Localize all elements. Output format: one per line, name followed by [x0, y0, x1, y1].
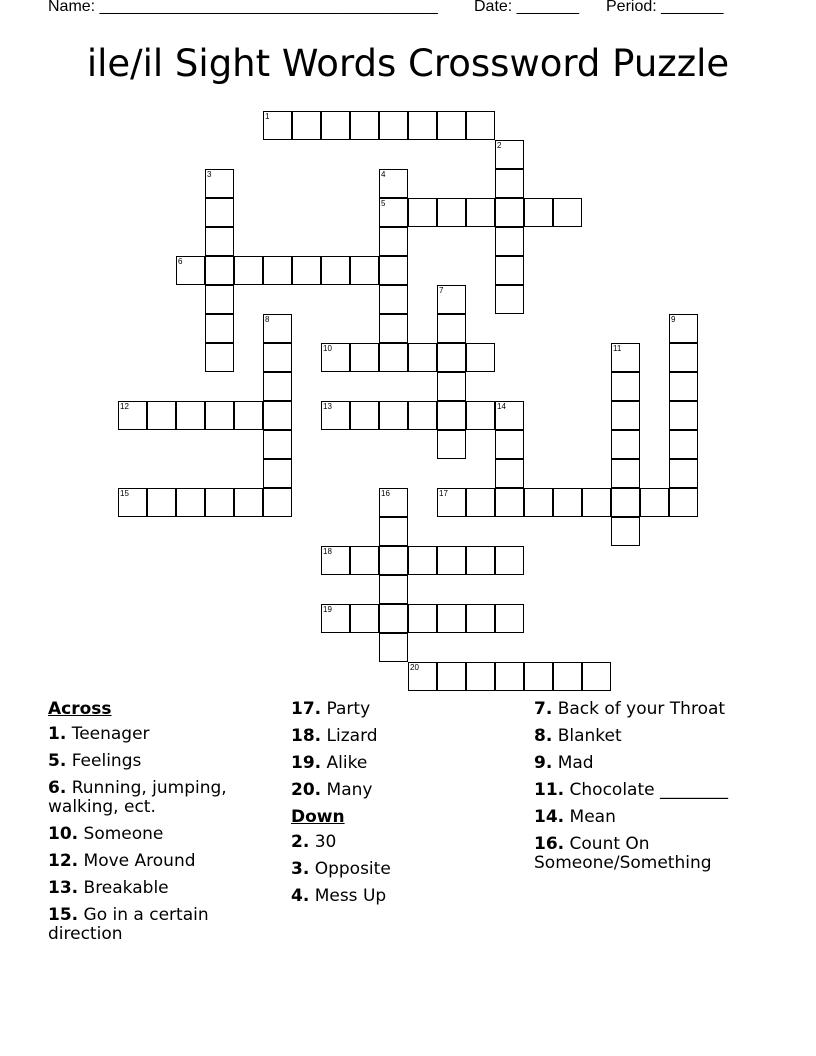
grid-cell[interactable]: [669, 430, 698, 459]
clue-number: 14.: [534, 807, 565, 827]
grid-cell[interactable]: [466, 662, 495, 691]
grid-cell[interactable]: [611, 517, 640, 546]
grid-cell[interactable]: [611, 372, 640, 401]
grid-cell[interactable]: [611, 401, 640, 430]
clue-number: 6.: [48, 778, 67, 798]
grid-cell[interactable]: [408, 662, 437, 691]
clue-number: 5.: [48, 751, 67, 771]
cell-number: 18: [323, 547, 332, 556]
clue-text: Many: [326, 780, 373, 800]
clue-across-10: [48, 825, 278, 844]
grid-cell[interactable]: [205, 314, 234, 343]
grid-cell[interactable]: [234, 488, 263, 517]
grid-cell[interactable]: [263, 459, 292, 488]
clue-number: 8.: [534, 726, 553, 746]
grid-cell[interactable]: [379, 256, 408, 285]
clue-number: 3.: [291, 859, 310, 879]
grid-cell[interactable]: [350, 343, 379, 372]
clue-number: 12.: [48, 851, 79, 871]
grid-cell[interactable]: [437, 198, 466, 227]
grid-cell[interactable]: [437, 401, 466, 430]
date-field: Date: _______: [474, 0, 579, 15]
cell-number: 14: [497, 402, 506, 411]
grid-cell[interactable]: [611, 343, 640, 372]
clue-text: Party: [326, 699, 371, 719]
grid-cell[interactable]: [437, 372, 466, 401]
grid-cell[interactable]: [524, 198, 553, 227]
grid-cell[interactable]: [205, 401, 234, 430]
cell-number: 8: [265, 315, 270, 324]
clue-number: 20.: [291, 780, 322, 800]
grid-cell[interactable]: [408, 343, 437, 372]
grid-cell[interactable]: [118, 401, 147, 430]
name-field: Name: ______________________________________: [48, 0, 438, 15]
down-heading: Down: [291, 807, 345, 827]
clue-text: Breakable: [83, 878, 169, 898]
clue-across-5: [48, 752, 278, 771]
grid-cell[interactable]: [495, 140, 524, 169]
grid-cell[interactable]: [524, 488, 553, 517]
clue-across-20: [291, 781, 521, 800]
clue-text: Back of your Throat: [557, 699, 726, 719]
grid-cell[interactable]: [669, 343, 698, 372]
clue-number: 10.: [48, 824, 79, 844]
grid-cell[interactable]: [466, 343, 495, 372]
clue-across-18: [291, 727, 521, 746]
clue-across-6: [48, 779, 278, 817]
grid-cell[interactable]: [524, 662, 553, 691]
grid-cell[interactable]: [292, 111, 321, 140]
grid-cell[interactable]: [408, 546, 437, 575]
grid-cell[interactable]: [669, 314, 698, 343]
cell-number: 6: [178, 257, 183, 266]
grid-cell[interactable]: [437, 343, 466, 372]
grid-cell[interactable]: [379, 575, 408, 604]
grid-cell[interactable]: [611, 430, 640, 459]
cell-number: 2: [497, 141, 502, 150]
clue-across-1: [48, 725, 278, 744]
grid-cell[interactable]: [466, 198, 495, 227]
grid-cell[interactable]: [495, 169, 524, 198]
clue-text: Someone: [83, 824, 164, 844]
grid-cell[interactable]: [611, 459, 640, 488]
across-heading: Across: [48, 699, 112, 719]
grid-cell[interactable]: [437, 430, 466, 459]
clue-text: Chocolate ________: [569, 780, 728, 800]
clue-number: 4.: [291, 886, 310, 906]
cell-number: 5: [381, 199, 386, 208]
clue-across-12: [48, 852, 278, 871]
clue-down-11: [534, 781, 774, 800]
clue-down-8: [534, 727, 774, 746]
grid-cell[interactable]: [205, 227, 234, 256]
grid-cell[interactable]: [350, 111, 379, 140]
grid-cell[interactable]: [379, 604, 408, 633]
clue-number: 13.: [48, 878, 79, 898]
grid-cell[interactable]: [118, 488, 147, 517]
grid-cell[interactable]: [408, 111, 437, 140]
cell-number: 19: [323, 605, 332, 614]
cell-number: 7: [439, 286, 444, 295]
page-title: ile/il Sight Words Crossword Puzzle: [86, 42, 730, 85]
grid-cell[interactable]: [379, 314, 408, 343]
cell-number: 3: [207, 170, 212, 179]
grid-cell[interactable]: [408, 198, 437, 227]
grid-cell[interactable]: [234, 401, 263, 430]
clues-column-3: [534, 700, 774, 881]
grid-cell[interactable]: [466, 488, 495, 517]
grid-cell[interactable]: [495, 488, 524, 517]
grid-cell[interactable]: [669, 372, 698, 401]
cell-number: 12: [120, 402, 129, 411]
grid-cell[interactable]: [669, 488, 698, 517]
grid-cell[interactable]: [495, 401, 524, 430]
grid-cell[interactable]: [640, 488, 669, 517]
grid-cell[interactable]: [379, 517, 408, 546]
grid-cell[interactable]: [379, 285, 408, 314]
grid-cell[interactable]: [466, 111, 495, 140]
grid-cell[interactable]: [437, 546, 466, 575]
clue-down-2: [291, 833, 521, 852]
clues-column-1: [48, 700, 278, 952]
grid-cell[interactable]: [234, 256, 263, 285]
cell-number: 17: [439, 489, 448, 498]
grid-cell[interactable]: [466, 401, 495, 430]
clue-text: Move Around: [83, 851, 196, 871]
cell-number: 4: [381, 170, 386, 179]
grid-cell[interactable]: [669, 401, 698, 430]
grid-cell[interactable]: [350, 604, 379, 633]
clue-down-4: [291, 887, 521, 906]
grid-cell[interactable]: [553, 198, 582, 227]
grid-cell[interactable]: [176, 488, 205, 517]
grid-cell[interactable]: [495, 546, 524, 575]
grid-cell[interactable]: [263, 256, 292, 285]
grid-cell[interactable]: [263, 343, 292, 372]
grid-cell[interactable]: [437, 111, 466, 140]
grid-cell[interactable]: [408, 401, 437, 430]
clue-down-16: [534, 835, 774, 873]
grid-cell[interactable]: [205, 198, 234, 227]
clue-text: Lizard: [326, 726, 378, 746]
grid-cell[interactable]: [379, 227, 408, 256]
clue-number: 19.: [291, 753, 322, 773]
clue-text: Go in a certain direction: [48, 905, 209, 944]
grid-cell[interactable]: [495, 430, 524, 459]
grid-cell[interactable]: [205, 285, 234, 314]
clue-number: 18.: [291, 726, 322, 746]
grid-cell[interactable]: [379, 633, 408, 662]
grid-cell[interactable]: [379, 546, 408, 575]
grid-cell[interactable]: [379, 343, 408, 372]
grid-cell[interactable]: [147, 401, 176, 430]
grid-cell[interactable]: [466, 546, 495, 575]
grid-cell[interactable]: [205, 488, 234, 517]
grid-cell[interactable]: [582, 488, 611, 517]
grid-cell[interactable]: [292, 256, 321, 285]
grid-cell[interactable]: [495, 662, 524, 691]
grid-cell[interactable]: [263, 430, 292, 459]
grid-cell[interactable]: [495, 227, 524, 256]
cell-number: 13: [323, 402, 332, 411]
cell-number: 20: [410, 663, 419, 672]
grid-cell[interactable]: [263, 372, 292, 401]
clue-number: 2.: [291, 832, 310, 852]
clue-number: 7.: [534, 699, 553, 719]
grid-cell[interactable]: [495, 459, 524, 488]
grid-cell[interactable]: [495, 198, 524, 227]
cell-number: 9: [671, 315, 676, 324]
clue-down-9: [534, 754, 774, 773]
grid-cell[interactable]: [437, 488, 466, 517]
clue-text: Mad: [557, 753, 594, 773]
clue-text: Teenager: [71, 724, 150, 744]
grid-cell[interactable]: [437, 604, 466, 633]
cell-number: 11: [613, 344, 622, 353]
grid-cell[interactable]: [321, 546, 350, 575]
clue-number: 11.: [534, 780, 565, 800]
clue-down-7: [534, 700, 774, 719]
grid-cell[interactable]: [437, 662, 466, 691]
grid-cell[interactable]: [553, 662, 582, 691]
grid-cell[interactable]: [379, 169, 408, 198]
clue-number: 9.: [534, 753, 553, 773]
clue-text: Alike: [326, 753, 368, 773]
grid-cell[interactable]: [379, 198, 408, 227]
grid-cell[interactable]: [205, 256, 234, 285]
grid-cell[interactable]: [437, 314, 466, 343]
clue-number: 15.: [48, 905, 79, 925]
grid-cell[interactable]: [321, 401, 350, 430]
clue-number: 17.: [291, 699, 322, 719]
clue-text: Feelings: [71, 751, 142, 771]
clue-number: 16.: [534, 834, 565, 854]
grid-cell[interactable]: [176, 401, 205, 430]
grid-cell[interactable]: [582, 662, 611, 691]
grid-cell[interactable]: [147, 488, 176, 517]
grid-cell[interactable]: [350, 546, 379, 575]
clue-text: Opposite: [314, 859, 391, 879]
cell-number: 10: [323, 344, 332, 353]
grid-cell[interactable]: [205, 343, 234, 372]
clue-down-14: [534, 808, 774, 827]
grid-cell[interactable]: [321, 111, 350, 140]
grid-cell[interactable]: [350, 401, 379, 430]
clue-text: Blanket: [557, 726, 622, 746]
period-field: Period: _______: [606, 0, 724, 15]
grid-cell[interactable]: [321, 604, 350, 633]
grid-cell[interactable]: [263, 488, 292, 517]
grid-cell[interactable]: [495, 604, 524, 633]
grid-cell[interactable]: [321, 256, 350, 285]
clue-text: Count On Someone/Something: [534, 834, 712, 873]
grid-cell[interactable]: [263, 401, 292, 430]
clues-column-2: [291, 700, 521, 914]
grid-cell[interactable]: [611, 488, 640, 517]
clue-text: Mean: [569, 807, 616, 827]
grid-cell[interactable]: [350, 256, 379, 285]
grid-cell[interactable]: [495, 285, 524, 314]
cell-number: 16: [381, 489, 390, 498]
clue-across-15: [48, 906, 278, 944]
clue-text: 30: [314, 832, 337, 852]
cell-number: 1: [265, 112, 270, 121]
grid-cell[interactable]: [466, 604, 495, 633]
grid-cell[interactable]: [379, 401, 408, 430]
grid-cell[interactable]: [669, 459, 698, 488]
grid-cell[interactable]: [263, 111, 292, 140]
clue-across-17: [291, 700, 521, 719]
grid-cell[interactable]: [437, 285, 466, 314]
grid-cell[interactable]: [176, 256, 205, 285]
grid-cell[interactable]: [408, 604, 437, 633]
grid-cell[interactable]: [321, 343, 350, 372]
cell-number: 15: [120, 489, 129, 498]
grid-cell[interactable]: [263, 314, 292, 343]
clue-text: Running, jumping, walking, ect.: [48, 778, 227, 817]
clue-down-3: [291, 860, 521, 879]
clue-across-19: [291, 754, 521, 773]
clue-text: Mess Up: [314, 886, 387, 906]
grid-cell[interactable]: [553, 488, 582, 517]
grid-cell[interactable]: [379, 488, 408, 517]
grid-cell[interactable]: [205, 169, 234, 198]
clue-across-13: [48, 879, 278, 898]
grid-cell[interactable]: [379, 111, 408, 140]
clue-number: 1.: [48, 724, 67, 744]
grid-cell[interactable]: [495, 256, 524, 285]
